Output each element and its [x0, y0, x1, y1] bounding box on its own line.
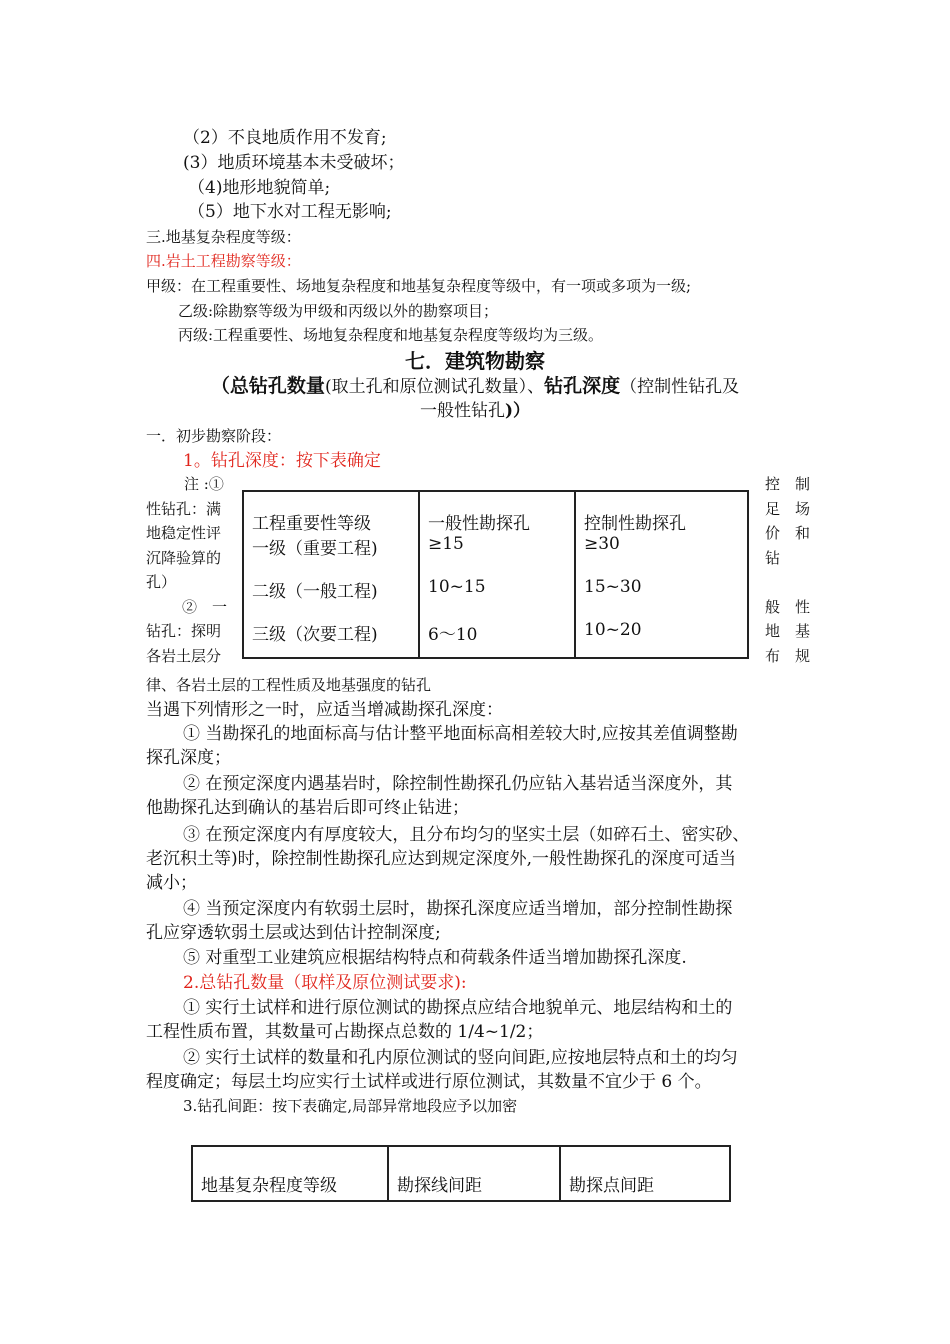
note-right	[765, 472, 810, 668]
table-cell: 15~30	[575, 577, 748, 620]
table-header-cell: 一般性勘探孔	[419, 491, 575, 534]
increase-item-5: ⑤ 对重型工业建筑应根据结构特点和荷载条件适当增加勘探孔深度.	[183, 948, 687, 968]
count-item-1-l2: 工程性质布置，其数量可占勘探点总数的 1/4~1/2；	[146, 1022, 544, 1042]
depth-table	[242, 490, 749, 659]
section-3-heading: 三.地基复杂程度等级：	[146, 228, 301, 246]
table-cell: ≥30	[575, 534, 748, 577]
note-right-spacer	[765, 570, 810, 595]
increase-item-4-l1: ④ 当预定深度内有软弱土层时，勘探孔深度应适当增加，部分控制性勘探	[183, 899, 733, 919]
note-right-line: 般 性	[765, 597, 811, 616]
chapter-title: 七．建筑物勘察	[405, 349, 545, 373]
section-4-heading: 四.岩土工程勘察等级：	[146, 252, 301, 270]
table-cell: ≥15	[419, 534, 575, 577]
note-left-line: 孔）	[146, 573, 177, 591]
increase-item-4-l2: 孔应穿透软弱土层或达到估计控制深度;	[146, 923, 441, 943]
table-header-row	[192, 1146, 730, 1201]
count-item-1-l1: ① 实行土试样和进行原位测试的勘探点应结合地貌单元、地层结构和土的	[183, 998, 733, 1018]
grade-jia: 甲级：在工程重要性、场地复杂程度和地基复杂程度等级中，有一项或多项为一级;	[146, 277, 692, 295]
count-item-2-l1: ② 实行土试样的数量和孔内原位测试的竖向间距,应按地层特点和土的均匀	[183, 1048, 738, 1068]
table-header-row	[243, 491, 748, 534]
stage-1-heading: 一．初步勘察阶段：	[146, 427, 282, 445]
table-header-cell: 工程重要性等级	[243, 491, 419, 534]
depth-heading: 1。钻孔深度：按下表确定	[183, 451, 381, 471]
spacing-heading: 3.钻孔间距：按下表确定,局部异常地段应予以加密	[183, 1097, 518, 1115]
subtitle-line-1	[0, 373, 950, 400]
item-3: (3）地质环境基本未受破坏；	[183, 153, 405, 173]
table-row	[243, 534, 748, 577]
note-right-line: 足 场	[765, 499, 811, 518]
table-cell: 二级（一般工程)	[243, 577, 419, 620]
note-right-line: 控 制	[765, 475, 811, 493]
note-right-line: 钻	[765, 548, 781, 567]
item-5: （5）地下水对工程无影响;	[188, 202, 392, 222]
subtitle-general: 一般性钻孔	[419, 401, 505, 421]
note-left	[146, 472, 227, 668]
subtitle-close: )）	[504, 401, 531, 421]
increase-item-2-l2: 他勘探孔达到确认的基岩后即可终止钻进；	[146, 798, 469, 818]
spacing-table	[191, 1145, 731, 1202]
count-heading: 2.总钻孔数量（取样及原位测试要求):	[183, 973, 467, 993]
count-item-2-l2: 程度确定；每层土均应实行土试样或进行原位测试，其数量不宜少于 6 个。	[146, 1072, 712, 1092]
note-left-line: 性钻孔：满	[146, 499, 222, 518]
note-tail: 律、各岩土层的工程性质及地基强度的钻孔	[146, 676, 432, 694]
table-header-cell: 控制性勘探孔	[575, 491, 748, 534]
increase-item-1-l2: 探孔深度；	[146, 748, 231, 768]
increase-item-3-l3: 减小；	[146, 873, 197, 893]
note-left-line: 钻孔：探明	[146, 622, 222, 640]
increase-item-3-l1: ③ 在预定深度内有厚度较大，且分布均匀的坚实土层（如碎石土、密实砂、	[183, 825, 750, 845]
table-header-cell: 勘探线间距	[388, 1146, 560, 1201]
note-right-line: 地 基	[765, 622, 811, 640]
note-right-line: 价 和	[765, 524, 811, 542]
item-4: （4)地形地貌简单;	[188, 178, 331, 198]
item-2: （2）不良地质作用不发育;	[183, 128, 387, 148]
subtitle-depth: 钻孔深度	[544, 375, 621, 397]
note-left-line: 各岩土层分	[146, 646, 222, 665]
grade-bing: 丙级:工程重要性、场地复杂程度和地基复杂程度等级均为三级。	[178, 326, 604, 344]
note-right-line: 布 规	[765, 646, 811, 665]
increase-item-3-l2: 老沉积土等)时，除控制性勘探孔应达到规定深度外,一般性勘探孔的深度可适当	[146, 849, 737, 869]
table-cell: 一级（重要工程)	[243, 534, 419, 577]
table-cell: 6～10	[419, 620, 575, 658]
table-header-cell: 勘探点间距	[560, 1146, 730, 1201]
table-header-cell: 地基复杂程度等级	[192, 1146, 388, 1201]
table-row	[243, 577, 748, 620]
note-left-line: ② 一	[182, 597, 228, 616]
note-left-line: 沉降验算的	[146, 548, 222, 567]
table-row	[243, 620, 748, 658]
increase-intro: 当遇下列情形之一时，应适当增减勘探孔深度：	[146, 700, 503, 720]
subtitle-total-count: 总钻孔数量	[229, 375, 325, 397]
table-cell: 10~20	[575, 620, 748, 658]
subtitle-open: （	[210, 375, 230, 397]
table-cell: 10~15	[419, 577, 575, 620]
subtitle-paren: (取土孔和原位测试孔数量）、	[324, 377, 545, 397]
subtitle-control: （控制性钻孔及	[620, 377, 740, 397]
grade-yi: 乙级:除勘察等级为甲级和丙级以外的勘察项目；	[178, 302, 499, 320]
note-left-line: 地稳定性评	[146, 524, 222, 542]
table-cell: 三级（次要工程)	[243, 620, 419, 658]
note-left-line: 注 :①	[184, 475, 224, 493]
increase-item-2-l1: ② 在预定深度内遇基岩时，除控制性勘探孔仍应钻入基岩适当深度外，其	[183, 774, 733, 794]
subtitle-line-2	[0, 399, 950, 423]
increase-item-1-l1: ① 当勘探孔的地面标高与估计整平地面标高相差较大时,应按其差值调整勘	[183, 724, 738, 744]
